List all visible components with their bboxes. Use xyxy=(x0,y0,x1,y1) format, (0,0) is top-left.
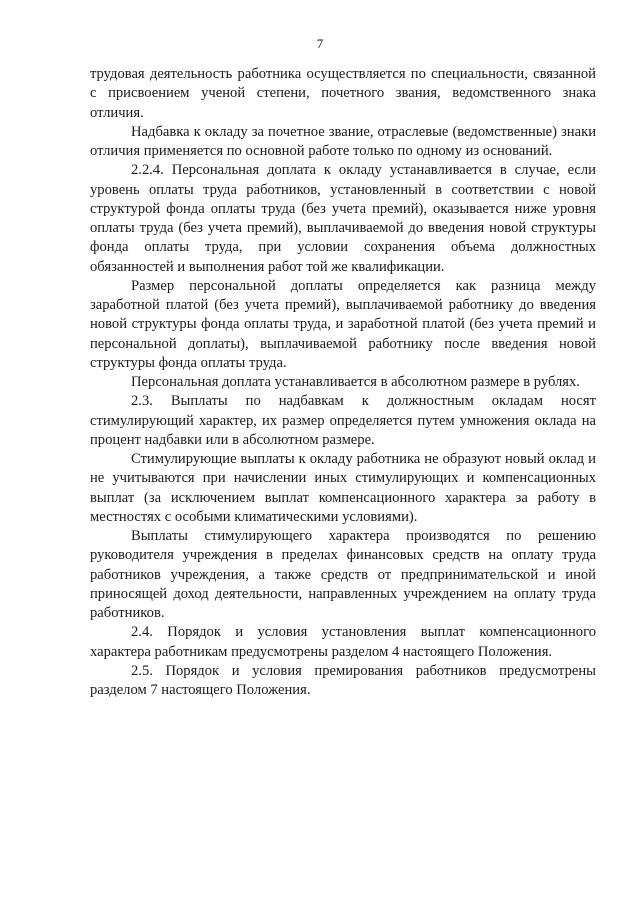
paragraph-personal-surcharge-rubles: Персональная доплата устанавливается в абсолютном размере в рублях. xyxy=(131,374,580,390)
paragraph-honorary-title-bonus: Надбавка к окладу за почетное звание, отраслевые (ведомственные) знаки отличия применяется по основной работе только по одному из оснований. xyxy=(90,123,596,159)
paragraph-stimulating-payments: Стимулирующие выплаты к окладу работника не образуют новый оклад и не учитываются при начислении иных стимулирующих и компенсационных выплат (за исключением выплат компенсационного характера за работу в местностях с особыми климатическими условиями). xyxy=(90,451,596,525)
paragraph-2-4: 2.4. Порядок и условия установления выплат компенсационного характера работникам предусмотрены разделом 4 настоящего Положения. xyxy=(90,624,596,660)
paragraph-personal-surcharge-size: Размер персональной доплаты определяется как разница между заработной платой (без учета премий), выплачиваемой работнику до введения новой структуры фонда оплаты труда, и заработной платой (без учета премий и персональной доплаты), выплачиваемой работнику после введения новой структуры фонда оплаты труда. xyxy=(90,277,596,371)
paragraph-continuation: трудовая деятельность работника осуществляется по специальности, связанной с присвоением ученой степени, почетного звания, ведомственного знака отличия. xyxy=(90,66,596,121)
paragraph-2-5: 2.5. Порядок и условия премирования работников предусмотрены разделом 7 настоящего Положения. xyxy=(90,662,596,698)
paragraph-stimulating-payments-decision: Выплаты стимулирующего характера производятся по решению руководителя учреждения в пределах финансовых средств на оплату труда работников учреждения, а также средств от предпринимательской и иной приносящей доход деятельности, направленных учреждением на оплату труда работников. xyxy=(90,528,596,621)
page-number: 7 xyxy=(316,36,324,51)
paragraph-2-2-4: 2.2.4. Персональная доплата к окладу устанавливается в случае, если уровень оплаты труда работников, установленный в соответствии с новой структурой фонда оплаты труда (без учета премий), оказывается ниже уровня оплаты труда (без учета премий), выплачиваемой до введения новой структуры фонда оплаты труда, при условии сохранения объема должностных обязанностей и выполнения работ той же квалификации. xyxy=(90,162,596,275)
paragraph-2-3: 2.3. Выплаты по надбавкам к должностным окладам носят стимулирующий характер, их размер определяется путем умножения оклада на процент надбавки или в абсолютном размере. xyxy=(90,393,596,448)
document-body xyxy=(90,65,596,700)
